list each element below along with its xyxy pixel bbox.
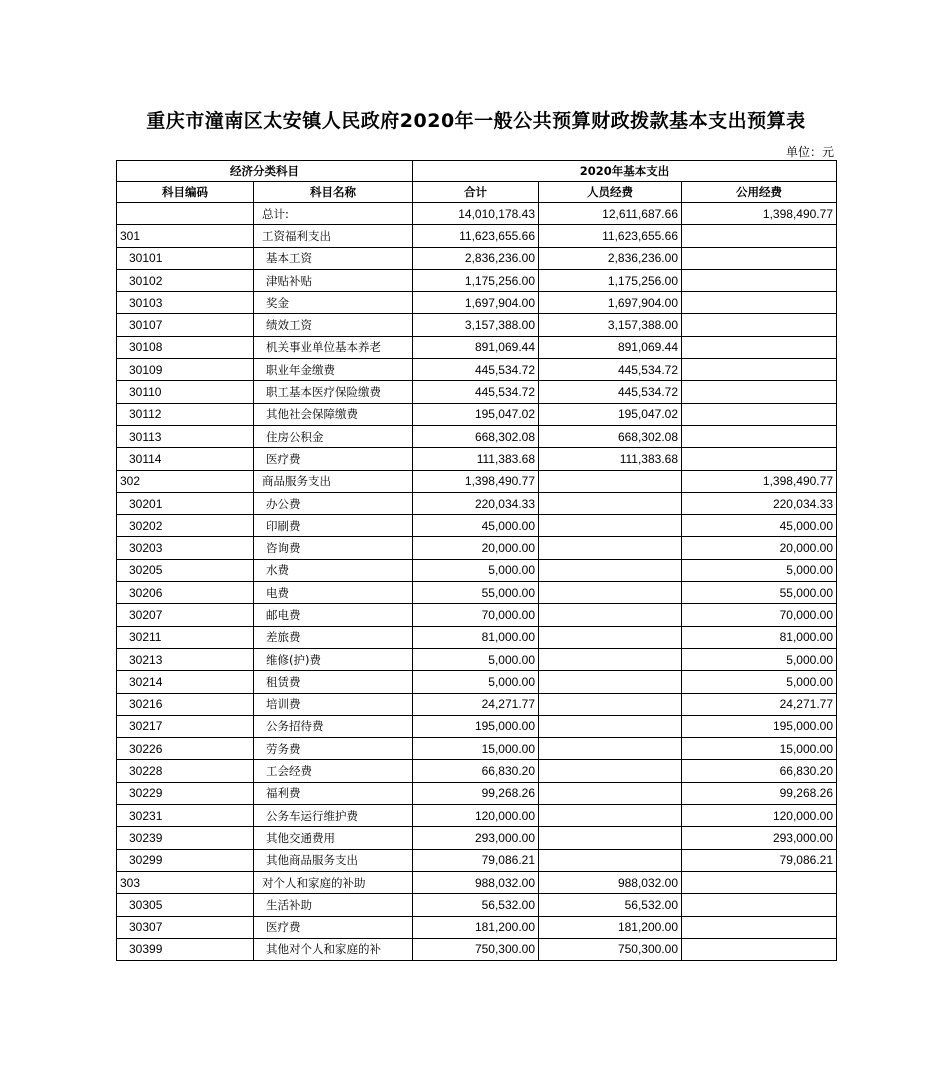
table-row bbox=[117, 403, 837, 425]
row-personnel bbox=[539, 715, 682, 737]
row-code: 30113 bbox=[117, 425, 254, 447]
row-name: 工会经费 bbox=[254, 760, 413, 782]
table-row bbox=[117, 648, 837, 670]
header-basic-expenditure: 2020年基本支出 bbox=[413, 161, 837, 182]
row-total: 56,532.00 bbox=[413, 894, 539, 916]
table-row bbox=[117, 760, 837, 782]
table-row bbox=[117, 359, 837, 381]
table-row bbox=[117, 314, 837, 336]
row-name: 绩效工资 bbox=[254, 314, 413, 336]
row-total: 15,000.00 bbox=[413, 738, 539, 760]
row-name: 办公费 bbox=[254, 492, 413, 514]
row-name: 邮电费 bbox=[254, 604, 413, 626]
row-total: 293,000.00 bbox=[413, 827, 539, 849]
table-row bbox=[117, 425, 837, 447]
row-name: 职工基本医疗保险缴费 bbox=[254, 381, 413, 403]
row-total: 1,697,904.00 bbox=[413, 292, 539, 314]
row-total: 195,000.00 bbox=[413, 715, 539, 737]
table-row bbox=[117, 894, 837, 916]
row-code: 30201 bbox=[117, 492, 254, 514]
row-public: 120,000.00 bbox=[682, 805, 837, 827]
row-public bbox=[682, 381, 837, 403]
row-code: 30112 bbox=[117, 403, 254, 425]
row-personnel bbox=[539, 827, 682, 849]
row-code: 30114 bbox=[117, 448, 254, 470]
row-name: 培训费 bbox=[254, 693, 413, 715]
row-code: 30207 bbox=[117, 604, 254, 626]
page-title: 重庆市潼南区太安镇人民政府2020年一般公共预算财政拨款基本支出预算表 bbox=[146, 110, 806, 132]
row-name: 基本工资 bbox=[254, 247, 413, 269]
unit-label: 单位：元 bbox=[785, 145, 834, 159]
table-row bbox=[117, 671, 837, 693]
row-public: 5,000.00 bbox=[682, 559, 837, 581]
row-personnel: 195,047.02 bbox=[539, 403, 682, 425]
row-total: 120,000.00 bbox=[413, 805, 539, 827]
row-total: 70,000.00 bbox=[413, 604, 539, 626]
row-personnel bbox=[539, 782, 682, 804]
row-personnel bbox=[539, 671, 682, 693]
row-personnel: 750,300.00 bbox=[539, 938, 682, 960]
row-name: 住房公积金 bbox=[254, 425, 413, 447]
row-total: 66,830.20 bbox=[413, 760, 539, 782]
row-code: 30103 bbox=[117, 292, 254, 314]
row-public: 20,000.00 bbox=[682, 537, 837, 559]
row-personnel: 445,534.72 bbox=[539, 359, 682, 381]
table-row bbox=[117, 738, 837, 760]
row-public: 66,830.20 bbox=[682, 760, 837, 782]
row-code: 301 bbox=[117, 225, 254, 247]
row-code: 30299 bbox=[117, 849, 254, 871]
row-name: 其他商品服务支出 bbox=[254, 849, 413, 871]
row-public bbox=[682, 247, 837, 269]
row-name: 其他社会保障缴费 bbox=[254, 403, 413, 425]
row-code: 30202 bbox=[117, 515, 254, 537]
row-public bbox=[682, 425, 837, 447]
row-personnel: 56,532.00 bbox=[539, 894, 682, 916]
row-public bbox=[682, 938, 837, 960]
row-name: 印刷费 bbox=[254, 515, 413, 537]
row-total: 14,010,178.43 bbox=[413, 203, 539, 225]
row-total: 11,623,655.66 bbox=[413, 225, 539, 247]
row-public: 79,086.21 bbox=[682, 849, 837, 871]
table-row bbox=[117, 871, 837, 893]
row-name: 租赁费 bbox=[254, 671, 413, 693]
header-public: 公用经费 bbox=[682, 182, 837, 203]
row-personnel bbox=[539, 537, 682, 559]
row-public: 1,398,490.77 bbox=[682, 203, 837, 225]
row-name: 差旅费 bbox=[254, 626, 413, 648]
row-code: 30239 bbox=[117, 827, 254, 849]
row-public: 81,000.00 bbox=[682, 626, 837, 648]
row-name: 对个人和家庭的补助 bbox=[254, 871, 413, 893]
row-total: 445,534.72 bbox=[413, 381, 539, 403]
row-total: 988,032.00 bbox=[413, 871, 539, 893]
row-public: 70,000.00 bbox=[682, 604, 837, 626]
row-personnel bbox=[539, 849, 682, 871]
table-row bbox=[117, 336, 837, 358]
table-row bbox=[117, 247, 837, 269]
row-name: 生活补助 bbox=[254, 894, 413, 916]
table-row bbox=[117, 448, 837, 470]
row-public: 55,000.00 bbox=[682, 582, 837, 604]
row-code: 30101 bbox=[117, 247, 254, 269]
budget-table bbox=[116, 160, 837, 961]
row-code: 30217 bbox=[117, 715, 254, 737]
row-name: 劳务费 bbox=[254, 738, 413, 760]
row-public bbox=[682, 225, 837, 247]
table-row bbox=[117, 269, 837, 291]
table-row bbox=[117, 537, 837, 559]
row-code: 30109 bbox=[117, 359, 254, 381]
row-name: 公务车运行维护费 bbox=[254, 805, 413, 827]
row-name: 职业年金缴费 bbox=[254, 359, 413, 381]
table-row bbox=[117, 916, 837, 938]
row-public bbox=[682, 894, 837, 916]
row-personnel bbox=[539, 470, 682, 492]
row-code: 30229 bbox=[117, 782, 254, 804]
header-total: 合计 bbox=[413, 182, 539, 203]
row-personnel bbox=[539, 559, 682, 581]
table-row bbox=[117, 515, 837, 537]
row-personnel bbox=[539, 693, 682, 715]
table-row bbox=[117, 225, 837, 247]
table-row bbox=[117, 492, 837, 514]
row-personnel: 2,836,236.00 bbox=[539, 247, 682, 269]
table-row bbox=[117, 827, 837, 849]
row-personnel: 891,069.44 bbox=[539, 336, 682, 358]
row-personnel bbox=[539, 738, 682, 760]
row-name: 水费 bbox=[254, 559, 413, 581]
row-total: 5,000.00 bbox=[413, 671, 539, 693]
row-name: 奖金 bbox=[254, 292, 413, 314]
row-total: 3,157,388.00 bbox=[413, 314, 539, 336]
row-total: 668,302.08 bbox=[413, 425, 539, 447]
row-public: 24,271.77 bbox=[682, 693, 837, 715]
row-personnel bbox=[539, 582, 682, 604]
table-row bbox=[117, 582, 837, 604]
row-public bbox=[682, 269, 837, 291]
row-total: 20,000.00 bbox=[413, 537, 539, 559]
row-total: 181,200.00 bbox=[413, 916, 539, 938]
row-code: 30102 bbox=[117, 269, 254, 291]
row-name: 医疗费 bbox=[254, 916, 413, 938]
header-name: 科目名称 bbox=[254, 182, 413, 203]
row-code: 30108 bbox=[117, 336, 254, 358]
table-row bbox=[117, 782, 837, 804]
header-row-columns bbox=[117, 182, 837, 203]
row-code: 30206 bbox=[117, 582, 254, 604]
row-code: 30226 bbox=[117, 738, 254, 760]
row-total: 2,836,236.00 bbox=[413, 247, 539, 269]
row-total: 24,271.77 bbox=[413, 693, 539, 715]
table-row bbox=[117, 938, 837, 960]
row-public: 220,034.33 bbox=[682, 492, 837, 514]
row-name: 福利费 bbox=[254, 782, 413, 804]
row-public: 15,000.00 bbox=[682, 738, 837, 760]
row-code: 30205 bbox=[117, 559, 254, 581]
row-personnel: 3,157,388.00 bbox=[539, 314, 682, 336]
header-economic-classification: 经济分类科目 bbox=[117, 161, 413, 182]
header-code: 科目编码 bbox=[117, 182, 254, 203]
row-name: 其他交通费用 bbox=[254, 827, 413, 849]
row-code: 30307 bbox=[117, 916, 254, 938]
row-personnel: 12,611,687.66 bbox=[539, 203, 682, 225]
row-personnel bbox=[539, 492, 682, 514]
row-personnel bbox=[539, 648, 682, 670]
table-row bbox=[117, 559, 837, 581]
row-personnel bbox=[539, 626, 682, 648]
header-row-group bbox=[117, 161, 837, 182]
row-public: 195,000.00 bbox=[682, 715, 837, 737]
row-total: 111,383.68 bbox=[413, 448, 539, 470]
table-row bbox=[117, 715, 837, 737]
row-name: 电费 bbox=[254, 582, 413, 604]
row-name: 商品服务支出 bbox=[254, 470, 413, 492]
row-total: 1,175,256.00 bbox=[413, 269, 539, 291]
table-row bbox=[117, 693, 837, 715]
row-personnel: 111,383.68 bbox=[539, 448, 682, 470]
row-personnel bbox=[539, 515, 682, 537]
row-public: 1,398,490.77 bbox=[682, 470, 837, 492]
row-public bbox=[682, 336, 837, 358]
row-total: 5,000.00 bbox=[413, 559, 539, 581]
row-code: 30213 bbox=[117, 648, 254, 670]
row-code: 303 bbox=[117, 871, 254, 893]
row-total: 195,047.02 bbox=[413, 403, 539, 425]
row-total: 55,000.00 bbox=[413, 582, 539, 604]
row-name: 其他对个人和家庭的补 bbox=[254, 938, 413, 960]
row-name: 医疗费 bbox=[254, 448, 413, 470]
row-code: 302 bbox=[117, 470, 254, 492]
row-name: 公务招待费 bbox=[254, 715, 413, 737]
row-personnel bbox=[539, 805, 682, 827]
table-row bbox=[117, 470, 837, 492]
row-name: 工资福利支出 bbox=[254, 225, 413, 247]
table-row bbox=[117, 849, 837, 871]
row-name: 总计: bbox=[254, 203, 413, 225]
row-code: 30110 bbox=[117, 381, 254, 403]
row-personnel: 181,200.00 bbox=[539, 916, 682, 938]
row-code bbox=[117, 203, 254, 225]
row-code: 30107 bbox=[117, 314, 254, 336]
row-personnel: 1,697,904.00 bbox=[539, 292, 682, 314]
row-personnel: 668,302.08 bbox=[539, 425, 682, 447]
row-total: 220,034.33 bbox=[413, 492, 539, 514]
row-public bbox=[682, 448, 837, 470]
row-code: 30231 bbox=[117, 805, 254, 827]
row-public bbox=[682, 871, 837, 893]
row-total: 99,268.26 bbox=[413, 782, 539, 804]
row-public bbox=[682, 314, 837, 336]
table-row bbox=[117, 805, 837, 827]
row-personnel: 11,623,655.66 bbox=[539, 225, 682, 247]
row-personnel: 988,032.00 bbox=[539, 871, 682, 893]
row-public: 99,268.26 bbox=[682, 782, 837, 804]
row-code: 30214 bbox=[117, 671, 254, 693]
row-total: 1,398,490.77 bbox=[413, 470, 539, 492]
row-personnel bbox=[539, 604, 682, 626]
row-code: 30203 bbox=[117, 537, 254, 559]
row-total: 81,000.00 bbox=[413, 626, 539, 648]
row-personnel: 1,175,256.00 bbox=[539, 269, 682, 291]
row-name: 咨询费 bbox=[254, 537, 413, 559]
row-name: 机关事业单位基本养老 bbox=[254, 336, 413, 358]
row-code: 30228 bbox=[117, 760, 254, 782]
row-public: 293,000.00 bbox=[682, 827, 837, 849]
row-personnel: 445,534.72 bbox=[539, 381, 682, 403]
row-public bbox=[682, 916, 837, 938]
row-total: 750,300.00 bbox=[413, 938, 539, 960]
table-row bbox=[117, 604, 837, 626]
row-code: 30216 bbox=[117, 693, 254, 715]
row-public: 45,000.00 bbox=[682, 515, 837, 537]
row-public: 5,000.00 bbox=[682, 671, 837, 693]
row-code: 30305 bbox=[117, 894, 254, 916]
budget-table-body bbox=[117, 161, 837, 961]
row-total: 891,069.44 bbox=[413, 336, 539, 358]
row-public bbox=[682, 292, 837, 314]
row-name: 津贴补贴 bbox=[254, 269, 413, 291]
row-public bbox=[682, 359, 837, 381]
row-total: 445,534.72 bbox=[413, 359, 539, 381]
row-public: 5,000.00 bbox=[682, 648, 837, 670]
row-code: 30399 bbox=[117, 938, 254, 960]
header-personnel: 人员经费 bbox=[539, 182, 682, 203]
row-total: 45,000.00 bbox=[413, 515, 539, 537]
table-row bbox=[117, 381, 837, 403]
row-personnel bbox=[539, 760, 682, 782]
table-row bbox=[117, 626, 837, 648]
table-row bbox=[117, 292, 837, 314]
row-code: 30211 bbox=[117, 626, 254, 648]
row-name: 维修(护)费 bbox=[254, 648, 413, 670]
row-public bbox=[682, 403, 837, 425]
table-row bbox=[117, 203, 837, 225]
row-total: 5,000.00 bbox=[413, 648, 539, 670]
row-total: 79,086.21 bbox=[413, 849, 539, 871]
